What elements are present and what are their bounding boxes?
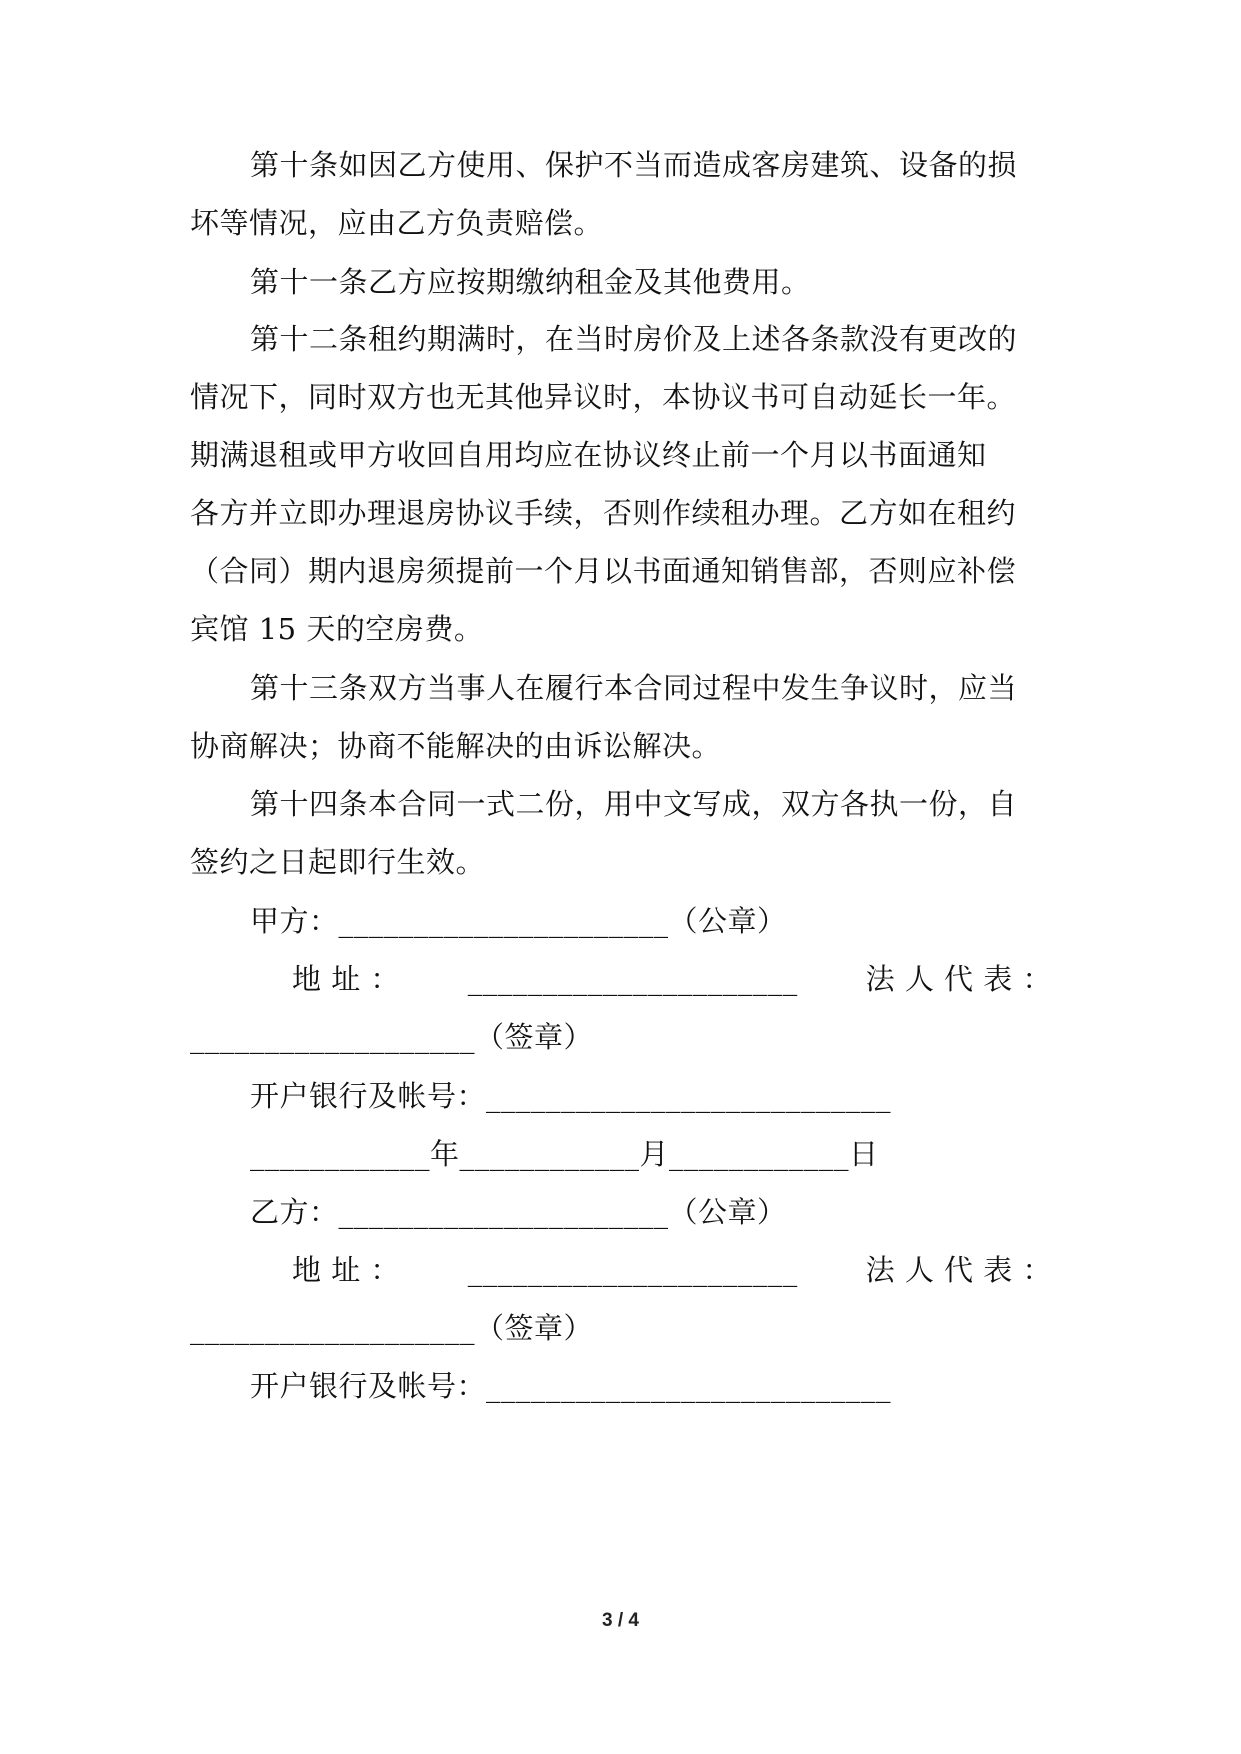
party-b-bank-row (250, 1366, 1110, 1406)
party-a-bank-row (250, 1076, 1110, 1116)
party-a-name-blank[interactable]: ______________________ (338, 904, 669, 938)
party-b-seal-label: （公章） (668, 1195, 787, 1229)
party-b-sign-label: （签章） (475, 1311, 594, 1345)
party-a-month-label: 月 (639, 1137, 670, 1171)
party-b-representative-label: 法 人 代 表 ： (865, 1253, 1052, 1287)
clause-10-line-2: 坏等情况，应由乙方负责赔偿。 (190, 206, 604, 240)
party-a-month-blank[interactable]: ____________ (459, 1137, 640, 1171)
party-a-day-label: 日 (849, 1137, 879, 1171)
party-a-address-label: 地 址 ： (292, 962, 400, 996)
clause-13-line-2: 协商解决；协商不能解决的由诉讼解决。 (190, 729, 722, 763)
party-a-bank-blank[interactable]: ___________________________ (486, 1079, 892, 1113)
party-a-sign-label: （签章） (475, 1020, 594, 1054)
party-b-bank-blank[interactable]: ___________________________ (486, 1369, 892, 1403)
clause-12-line-2: 情况下，同时双方也无其他异议时，本协议书可自动延长一年。 (190, 380, 1017, 414)
party-b-representative-row (190, 1308, 1050, 1348)
party-b-name-row (250, 1192, 1110, 1232)
party-a-year-label: 年 (430, 1137, 460, 1171)
party-b-name-blank[interactable]: ______________________ (338, 1195, 669, 1229)
party-a-seal-label: （公章） (668, 904, 787, 938)
party-a-label: 甲方： (250, 904, 339, 938)
clause-10-line-1: 第十条如因乙方使用、保护不当而造成客房建筑、设备的损 (250, 148, 1018, 182)
clause-12-line-4: 各方并立即办理退房协议手续，否则作续租办理。乙方如在租约 (190, 496, 1017, 530)
party-a-representative-row (190, 1017, 1050, 1057)
party-a-date-row (250, 1134, 1110, 1174)
clause-12-line-6: 宾馆 15 天的空房费。 (190, 612, 484, 646)
party-b-label: 乙方： (250, 1195, 339, 1229)
clause-12-line-5: （合同）期内退房须提前一个月以书面通知销售部，否则应补偿 (190, 554, 1017, 588)
clause-14-line-2: 签约之日起即行生效。 (190, 845, 486, 879)
clause-12-line-3: 期满退租或甲方收回自用均应在协议终止前一个月以书面通知 (190, 438, 987, 472)
party-b-address-row (292, 1250, 1052, 1290)
party-a-representative-blank[interactable]: ___________________ (190, 1020, 475, 1054)
page-number: 3 / 4 (602, 1610, 639, 1631)
party-a-bank-label: 开户银行及帐号： (250, 1079, 487, 1113)
clause-11-line-1: 第十一条乙方应按期缴纳租金及其他费用。 (250, 265, 811, 299)
party-a-name-row (250, 901, 1110, 941)
party-a-day-blank[interactable]: ____________ (669, 1137, 850, 1171)
party-b-address-label: 地 址 ： (292, 1253, 400, 1287)
clause-14-line-1: 第十四条本合同一式二份，用中文写成，双方各执一份，自 (250, 787, 1018, 821)
party-a-representative-label: 法 人 代 表 ： (865, 962, 1052, 996)
party-a-address-row (292, 959, 1052, 999)
party-b-representative-blank[interactable]: ___________________ (190, 1311, 475, 1345)
party-b-bank-label: 开户银行及帐号： (250, 1369, 487, 1403)
clause-12-line-1: 第十二条租约期满时，在当时房价及上述各条款没有更改的 (250, 322, 1018, 356)
party-a-year-blank[interactable]: ____________ (250, 1137, 430, 1171)
clause-13-line-1: 第十三条双方当事人在履行本合同过程中发生争议时，应当 (250, 671, 1018, 705)
party-a-address-blank[interactable]: ______________________ (467, 962, 798, 996)
party-b-address-blank[interactable]: ______________________ (467, 1253, 798, 1287)
